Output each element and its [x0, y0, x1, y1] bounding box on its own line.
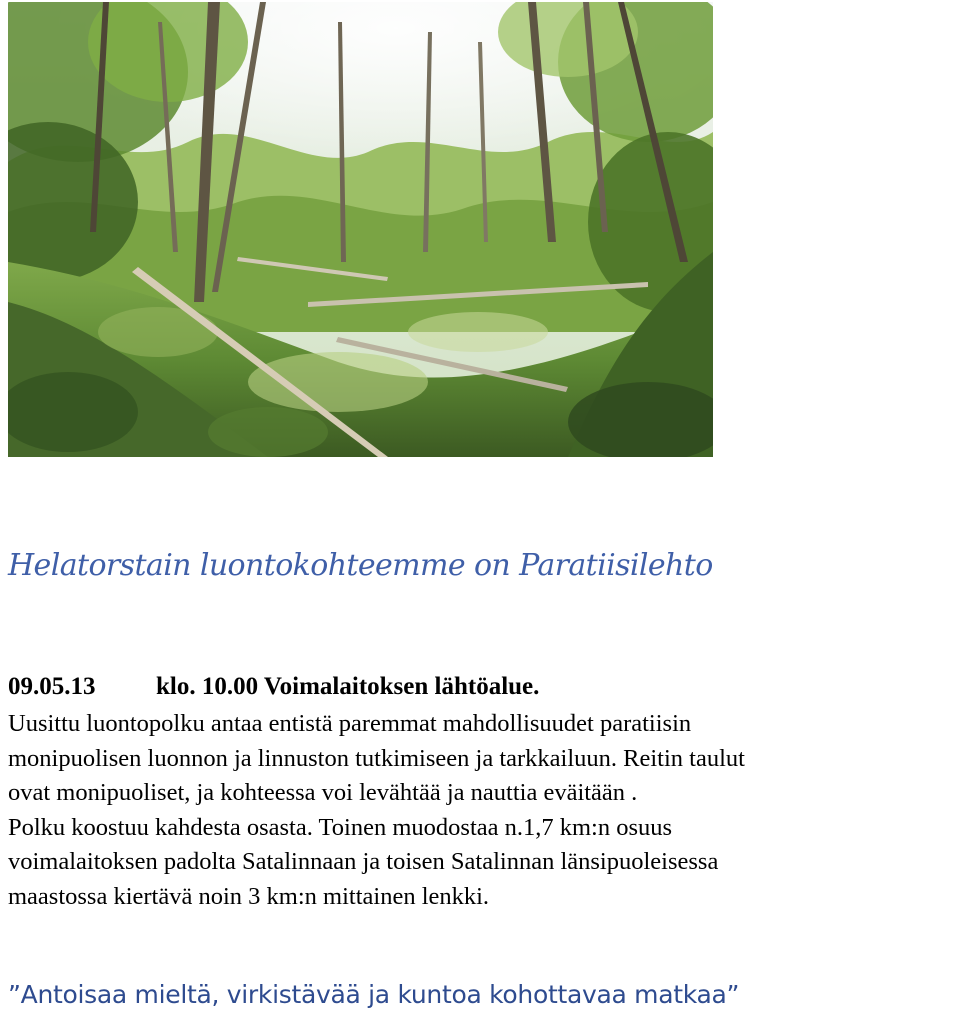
- closing-tagline: ”Antoisaa mieltä, virkistävää ja kuntoa kohottavaa matkaa”: [8, 980, 740, 1009]
- description-paragraph: [8, 707, 960, 914]
- description-line: ovat monipuoliset, ja kohteessa voi levähtää ja nauttia eväitään .: [8, 779, 638, 806]
- description-line: maastossa kiertävä noin 3 km:n mittainen lenkki.: [8, 882, 490, 910]
- description-line: Uusittu luontopolku antaa entistä paremmat mahdollisuudet paratiisin: [8, 710, 692, 737]
- forest-photo-image: [8, 2, 713, 457]
- description-line: monipuolisen luonnon ja linnuston tutkimiseen ja tarkkailuun. Reitin taulut: [8, 744, 745, 772]
- page-title: Helatorstain luontokohteemme on Paratiisilehto: [8, 548, 713, 583]
- event-datetime: [8, 672, 539, 702]
- description-line: voimalaitoksen padolta Satalinnaan ja toisen Satalinnan länsipuoleisessa: [8, 848, 719, 875]
- event-time-place: klo. 10.00 Voimalaitoksen lähtöalue.: [156, 673, 540, 700]
- event-date: 09.05.13: [8, 673, 96, 700]
- forest-photo: [8, 2, 713, 457]
- description-line: Polku koostuu kahdesta osasta. Toinen muodostaa n.1,7 km:n osuus: [8, 813, 673, 841]
